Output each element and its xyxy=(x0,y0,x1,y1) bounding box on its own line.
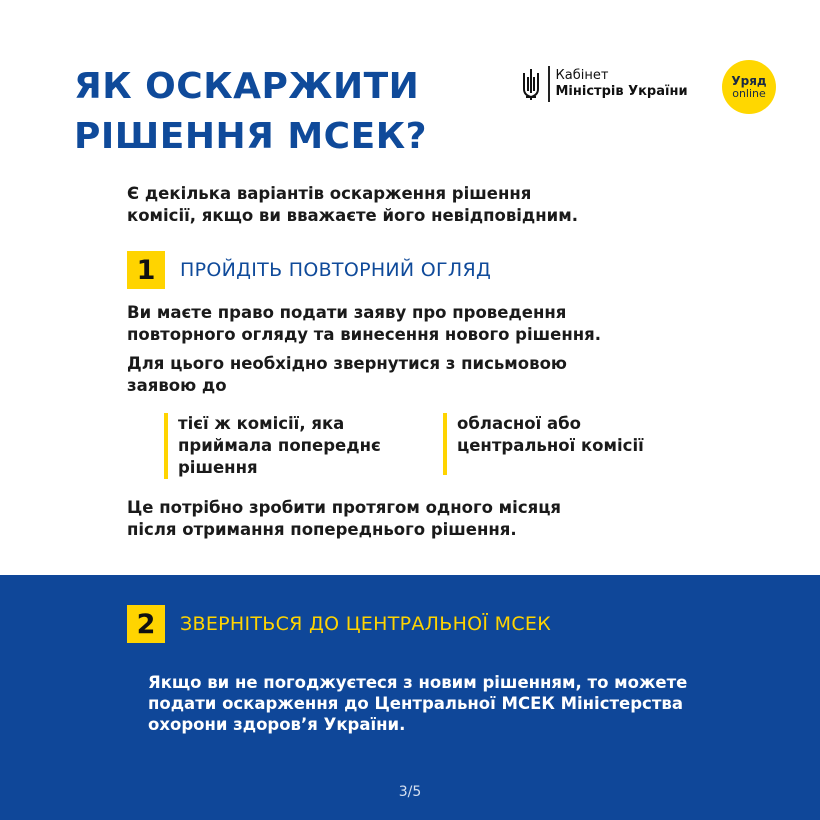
intro-text xyxy=(127,183,578,227)
option-line: приймала попереднє xyxy=(178,436,381,455)
step-1-para-3 xyxy=(127,497,561,541)
intro-line: Є декілька варіантів оскарження рішення xyxy=(127,184,532,203)
option-regional-commission xyxy=(443,413,644,475)
title-line-2: РІШЕННЯ МСЕК? xyxy=(74,116,427,157)
page-indicator: 3/5 xyxy=(398,784,422,800)
option-line: рішення xyxy=(178,458,258,477)
uryad-line-2: online xyxy=(732,86,766,100)
uryad-line-1: Уряд xyxy=(731,73,767,88)
para-line: Якщо ви не погоджуєтеся з новим рішенням, то можете xyxy=(148,673,688,692)
step-2-badge: 2 xyxy=(127,605,165,643)
para-line: Це потрібно зробити протягом одного місяця xyxy=(127,498,562,517)
page-title xyxy=(74,62,427,162)
intro-line: комісії, якщо ви вважаєте його невідповідним. xyxy=(127,206,578,225)
title-line-1: ЯК ОСКАРЖИТИ xyxy=(74,66,420,107)
kmu-logo xyxy=(520,66,688,102)
step-2-heading: ЗВЕРНІТЬСЯ ДО ЦЕНТРАЛЬНОЇ МСЕК xyxy=(180,613,552,635)
kmu-line-1: Кабінет xyxy=(555,68,609,83)
para-line: заявою до xyxy=(127,376,227,395)
step-1-heading: ПРОЙДІТЬ ПОВТОРНИЙ ОГЛЯД xyxy=(180,259,492,281)
para-line: Для цього необхідно звернутися з письмовою xyxy=(127,354,567,373)
step-1-badge: 1 xyxy=(127,251,165,289)
para-line: охорони здоров’я України. xyxy=(148,715,406,734)
para-line: Ви маєте право подати заяву про проведення xyxy=(127,303,567,322)
option-same-commission xyxy=(164,413,381,479)
para-line: повторного огляду та винесення нового рішення. xyxy=(127,325,601,344)
logo-separator xyxy=(548,66,550,102)
para-line: подати оскарження до Центральної МСЕК Міністерства xyxy=(148,694,683,713)
kmu-line-2: Міністрів України xyxy=(555,84,688,99)
step-1-para-2 xyxy=(127,353,567,397)
para-line: після отримання попереднього рішення. xyxy=(127,520,517,539)
trident-icon xyxy=(520,67,542,101)
step-2-para xyxy=(148,672,687,735)
step-1-para-1 xyxy=(127,302,601,346)
option-line: обласної або xyxy=(457,414,581,433)
uryad-online-logo xyxy=(722,60,776,114)
option-line: центральної комісії xyxy=(457,436,644,455)
option-line: тієї ж комісії, яка xyxy=(178,414,345,433)
